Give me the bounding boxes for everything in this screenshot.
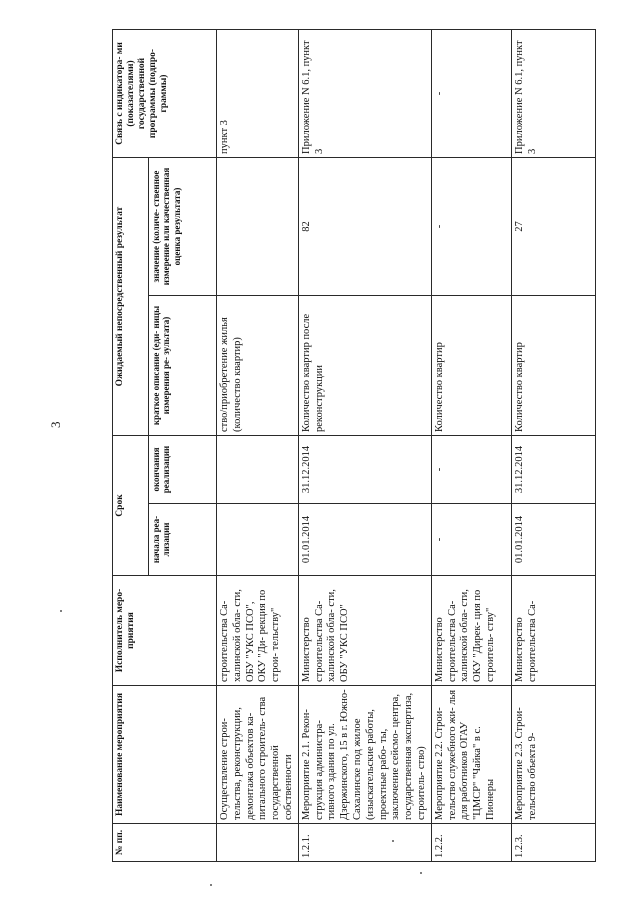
cell-value: 27 [511,158,595,296]
cell-executor: строительства Са- халинской обла- сти, ОБУ "УКС ПСО", ОКУ "Ди- рекция по строи- тельству" [217,576,299,686]
cell-link: - [431,30,511,158]
scan-speck [420,872,422,874]
header-executor: Исполнитель меро- приятия [113,576,217,686]
header-expected-value: значение (количе- ственное измерение или качественная оценка результата) [149,158,217,296]
header-num: № пп. [113,824,217,862]
cell-value [217,158,299,296]
header-term-end: окончания реализации [149,436,217,504]
header-expected-desc: краткое описание (еди- ницы измерения ре- зультата) [149,296,217,436]
header-term-start: начала реа- лизации [149,504,217,576]
cell-executor: Министерство строительства Са- халинской обла- сти, ОБУ "УКС ПСО" [298,576,431,686]
cell-start: 01.01.2014 [511,504,595,576]
cell-link: Приложение N 6.1, пункт 3 [298,30,431,158]
table-row [511,30,595,862]
cell-name: Осуществление строи- тельства, реконструкции, демонтажа объектов ка- питального строитель- ства государственной собственности [217,686,299,824]
cell-desc: Количество квартир после реконструкции [298,296,431,436]
cell-desc: Количество квартир [511,296,595,436]
header-expected: Ожидаемый непосредственный результат [113,158,149,436]
cell-executor: Министерство строительства Са- халинской обла- сти, ОКУ "Дирек- ция по строитель- ству" [431,576,511,686]
cell-num: 1.2.1. [298,824,431,862]
cell-start: - [431,504,511,576]
cell-executor: Министерство строительства Са- [511,576,595,686]
cell-start [217,504,299,576]
cell-name: Мероприятие 2.1. Рекон- струкция администра- тивного здания по ул. Дзержинского, 15 в г. Южно-Сахалинске под жилое (изыскательские работы, проектные рабо- ты, заключение сейсмо- центра, государственная экспертиза, строитель- ство) [298,686,431,824]
cell-end [217,436,299,504]
header-term: Срок [113,436,149,576]
cell-value: 82 [298,158,431,296]
cell-num: 1.2.3. [511,824,595,862]
cell-desc: Количество квартир [431,296,511,436]
cell-end: - [431,436,511,504]
cell-name: Мероприятие 2.3. Строи- тельство объекта 9- [511,686,595,824]
measures-table [112,29,596,862]
cell-start: 01.01.2014 [298,504,431,576]
cell-num: 1.2.2. [431,824,511,862]
cell-desc: ство/приобретение жилья (количество квартир) [217,296,299,436]
cell-num [217,824,299,862]
table-row [431,30,511,862]
header-link: Связь с индикатора- ми (показателями) государственной программы (подпро- граммы) [113,30,217,158]
scan-speck [392,840,394,842]
scan-speck [60,610,62,612]
table-row [217,30,299,862]
scan-speck [210,884,212,886]
cell-end: 31.12.2014 [511,436,595,504]
header-name: Наименование мероприятия [113,686,217,824]
page-number: 3 [48,421,63,428]
cell-end: 31.12.2014 [298,436,431,504]
cell-value: - [431,158,511,296]
cell-link: пункт 3 [217,30,299,158]
cell-name: Мероприятие 2.2. Строи- тельство служебного жи- лья для работников ОГАУ "ЦМСР" "Чайка" в с. Пионеры [431,686,511,824]
table-row [298,30,431,862]
cell-link: Приложение N 6.1, пункт 3 [511,30,595,158]
header-row-1 [113,30,149,862]
rotated-table-wrapper [112,30,560,862]
